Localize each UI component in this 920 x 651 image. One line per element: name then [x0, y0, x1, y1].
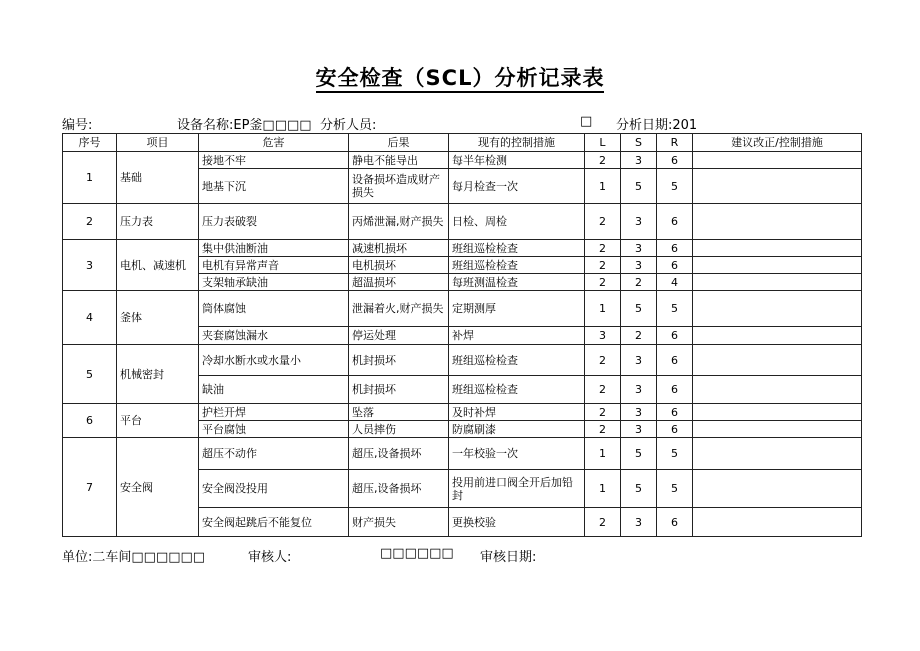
consequence-cell: 超压,设备损坏 [349, 470, 449, 508]
s-cell: 2 [621, 274, 657, 291]
hazard-cell: 夹套腐蚀漏水 [199, 327, 349, 345]
r-cell: 5 [657, 438, 693, 470]
hazard-cell: 集中供油断油 [199, 240, 349, 257]
l-cell: 2 [585, 152, 621, 169]
hazard-cell: 冷却水断水或水量小 [199, 345, 349, 376]
advice-cell [693, 257, 862, 274]
footer [62, 546, 862, 566]
control-cell: 每半年检测 [449, 152, 585, 169]
r-cell: 4 [657, 274, 693, 291]
hazard-cell: 平台腐蚀 [199, 421, 349, 438]
hazard-cell: 电机有异常声音 [199, 257, 349, 274]
advice-cell [693, 345, 862, 376]
header-s: S [621, 134, 657, 152]
l-cell: 2 [585, 376, 621, 404]
l-cell: 3 [585, 327, 621, 345]
item-cell: 压力表 [117, 204, 199, 240]
reviewer-label: 审核人: [248, 550, 292, 565]
device-label: 设备名称:EP釜□□□□ [177, 118, 312, 133]
r-cell: 6 [657, 508, 693, 537]
control-cell: 定期测厚 [449, 291, 585, 327]
r-cell: 6 [657, 404, 693, 421]
analyst-label: 分析人员: [320, 118, 377, 133]
s-cell: 3 [621, 376, 657, 404]
seq-cell: 5 [63, 345, 117, 404]
control-cell: 每月检查一次 [449, 169, 585, 204]
control-cell: 补焊 [449, 327, 585, 345]
s-cell: 3 [621, 152, 657, 169]
advice-cell [693, 404, 862, 421]
r-cell: 6 [657, 240, 693, 257]
consequence-cell: 机封损坏 [349, 345, 449, 376]
l-cell: 1 [585, 291, 621, 327]
consequence-cell: 超压,设备损坏 [349, 438, 449, 470]
number-label: 编号: [62, 118, 93, 133]
hazard-cell: 地基下沉 [199, 169, 349, 204]
control-cell: 投用前进口阀全开后加铅封 [449, 470, 585, 508]
r-cell: 6 [657, 152, 693, 169]
control-cell: 班组巡检检查 [449, 376, 585, 404]
l-cell: 2 [585, 274, 621, 291]
hazard-cell: 接地不牢 [199, 152, 349, 169]
scl-table [62, 133, 862, 537]
advice-cell [693, 470, 862, 508]
box-mark: □ [580, 114, 593, 129]
header-l: L [585, 134, 621, 152]
header-control: 现有的控制措施 [449, 134, 585, 152]
l-cell: 2 [585, 240, 621, 257]
l-cell: 2 [585, 404, 621, 421]
table-header-row [63, 134, 862, 152]
s-cell: 5 [621, 169, 657, 204]
advice-cell [693, 421, 862, 438]
seq-cell: 3 [63, 240, 117, 291]
consequence-cell: 坠落 [349, 404, 449, 421]
s-cell: 3 [621, 204, 657, 240]
control-cell: 日检、周检 [449, 204, 585, 240]
item-cell: 电机、减速机 [117, 240, 199, 291]
l-cell: 1 [585, 438, 621, 470]
control-cell: 及时补焊 [449, 404, 585, 421]
consequence-cell: 人员摔伤 [349, 421, 449, 438]
advice-cell [693, 274, 862, 291]
r-cell: 6 [657, 257, 693, 274]
r-cell: 6 [657, 204, 693, 240]
consequence-cell: 静电不能导出 [349, 152, 449, 169]
s-cell: 3 [621, 421, 657, 438]
advice-cell [693, 152, 862, 169]
control-cell: 每班测温检查 [449, 274, 585, 291]
hazard-cell: 超压不动作 [199, 438, 349, 470]
r-cell: 5 [657, 470, 693, 508]
consequence-cell: 电机损坏 [349, 257, 449, 274]
seq-cell: 7 [63, 438, 117, 537]
s-cell: 3 [621, 508, 657, 537]
s-cell: 5 [621, 291, 657, 327]
table-row [63, 204, 862, 240]
l-cell: 1 [585, 169, 621, 204]
control-cell: 班组巡检检查 [449, 345, 585, 376]
r-cell: 6 [657, 421, 693, 438]
item-cell: 安全阀 [117, 438, 199, 537]
s-cell: 3 [621, 345, 657, 376]
table-row [63, 438, 862, 470]
advice-cell [693, 240, 862, 257]
item-cell: 釜体 [117, 291, 199, 345]
s-cell: 3 [621, 257, 657, 274]
item-cell: 平台 [117, 404, 199, 438]
r-cell: 6 [657, 376, 693, 404]
consequence-cell: 机封损坏 [349, 376, 449, 404]
review-date-label: 审核日期: [480, 550, 537, 565]
table-body [63, 152, 862, 537]
item-cell: 基础 [117, 152, 199, 204]
seq-cell: 1 [63, 152, 117, 204]
hazard-cell: 安全阀起跳后不能复位 [199, 508, 349, 537]
table-row [63, 345, 862, 376]
s-cell: 2 [621, 327, 657, 345]
header-seq: 序号 [63, 134, 117, 152]
s-cell: 3 [621, 404, 657, 421]
control-cell: 防腐刷漆 [449, 421, 585, 438]
consequence-cell: 泄漏着火,财产损失 [349, 291, 449, 327]
control-cell: 班组巡检检查 [449, 240, 585, 257]
header-consequence: 后果 [349, 134, 449, 152]
advice-cell [693, 376, 862, 404]
consequence-cell: 停运处理 [349, 327, 449, 345]
l-cell: 2 [585, 257, 621, 274]
advice-cell [693, 291, 862, 327]
header-r: R [657, 134, 693, 152]
hazard-cell: 压力表破裂 [199, 204, 349, 240]
header-hazard: 危害 [199, 134, 349, 152]
consequence-cell: 减速机损坏 [349, 240, 449, 257]
s-cell: 5 [621, 470, 657, 508]
control-cell: 班组巡检检查 [449, 257, 585, 274]
unit-label: 单位:二车间□□□□□□ [62, 550, 206, 565]
table-row [63, 404, 862, 421]
reviewer-boxes: □□□□□□ [380, 546, 454, 561]
header-advice: 建议改正/控制措施 [693, 134, 862, 152]
item-cell: 机械密封 [117, 345, 199, 404]
advice-cell [693, 169, 862, 204]
hazard-cell: 安全阀没投用 [199, 470, 349, 508]
l-cell: 2 [585, 421, 621, 438]
hazard-cell: 护栏开焊 [199, 404, 349, 421]
document-title [0, 62, 920, 92]
consequence-cell: 财产损失 [349, 508, 449, 537]
advice-cell [693, 438, 862, 470]
s-cell: 3 [621, 240, 657, 257]
table-row [63, 240, 862, 257]
title-text: 安全检查（SCL）分析记录表 [316, 66, 605, 93]
l-cell: 1 [585, 470, 621, 508]
seq-cell: 2 [63, 204, 117, 240]
table-row [63, 152, 862, 169]
seq-cell: 6 [63, 404, 117, 438]
advice-cell [693, 508, 862, 537]
r-cell: 6 [657, 327, 693, 345]
table-row [63, 291, 862, 327]
advice-cell [693, 204, 862, 240]
l-cell: 2 [585, 345, 621, 376]
date-label: 分析日期:201 [616, 118, 698, 133]
l-cell: 2 [585, 508, 621, 537]
consequence-cell: 丙烯泄漏,财产损失 [349, 204, 449, 240]
advice-cell [693, 327, 862, 345]
consequence-cell: 设备损坏造成财产损失 [349, 169, 449, 204]
header-meta [62, 114, 862, 134]
r-cell: 5 [657, 291, 693, 327]
header-item: 项目 [117, 134, 199, 152]
consequence-cell: 超温损坏 [349, 274, 449, 291]
l-cell: 2 [585, 204, 621, 240]
r-cell: 5 [657, 169, 693, 204]
control-cell: 更换校验 [449, 508, 585, 537]
hazard-cell: 筒体腐蚀 [199, 291, 349, 327]
control-cell: 一年校验一次 [449, 438, 585, 470]
seq-cell: 4 [63, 291, 117, 345]
hazard-cell: 支架轴承缺油 [199, 274, 349, 291]
s-cell: 5 [621, 438, 657, 470]
hazard-cell: 缺油 [199, 376, 349, 404]
r-cell: 6 [657, 345, 693, 376]
